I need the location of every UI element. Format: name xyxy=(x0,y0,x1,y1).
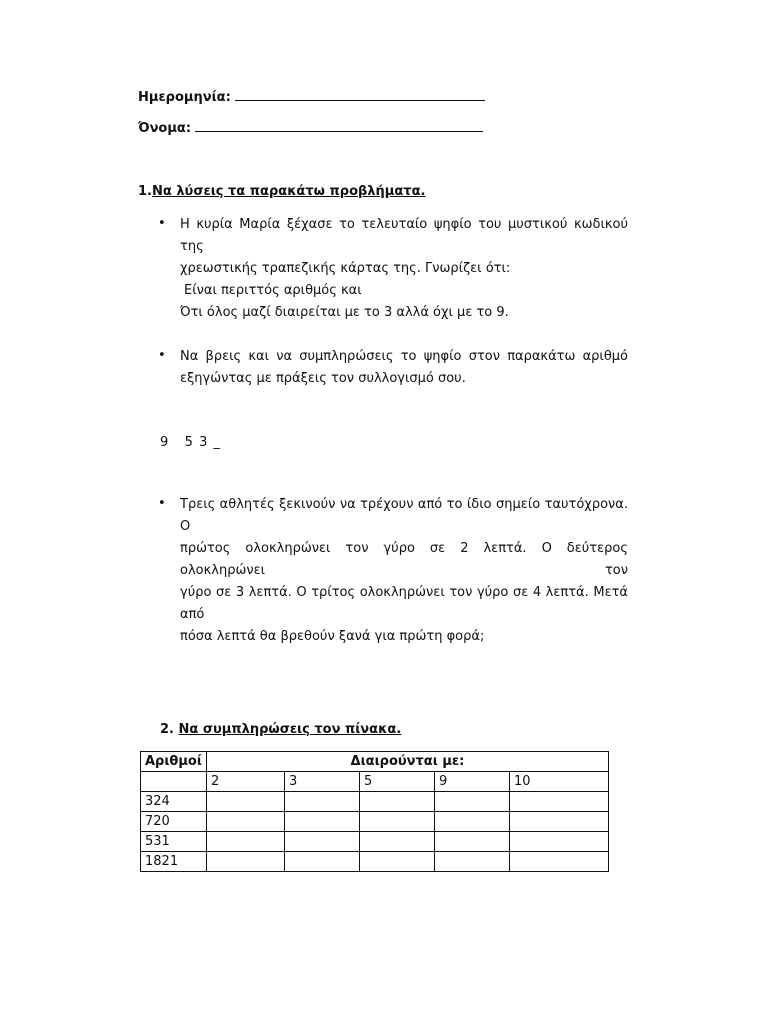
answer-cell[interactable] xyxy=(359,812,434,832)
divisibility-table xyxy=(140,751,609,872)
divisible-by-header: Διαιρούνται με: xyxy=(206,752,608,772)
table-header-row xyxy=(141,752,609,772)
problem1-text xyxy=(180,214,628,324)
number-cell: 531 xyxy=(141,832,207,852)
bullet-1: • xyxy=(158,216,166,231)
section1-number: 1. xyxy=(138,184,152,199)
numbers-column-header: Αριθμοί xyxy=(141,752,207,772)
divisor-cell: 10 xyxy=(509,772,608,792)
section1-heading xyxy=(138,184,425,199)
problem1-line3: Είναι περιττός αριθμός και xyxy=(184,283,362,298)
number-cell: 720 xyxy=(141,812,207,832)
answer-cell[interactable] xyxy=(206,832,284,852)
answer-cell[interactable] xyxy=(284,812,359,832)
problem3-line1: Τρεις αθλητές ξεκινούν να τρέχουν από το ίδιο σημείο ταυτόχρονα. Ο xyxy=(180,497,628,534)
answer-cell[interactable] xyxy=(359,852,434,872)
problem3-line2: πρώτος ολοκληρώνει τον γύρο σε 2 λεπτά. Ο δεύτερος ολοκληρώνει τον xyxy=(180,541,628,578)
number-digits: 9 5 3 _ xyxy=(160,435,221,450)
problem3-line4: πόσα λεπτά θα βρεθούν ξανά για πρώτη φορά; xyxy=(180,629,485,644)
problem1-line4: Ότι όλος μαζί διαιρείται με το 3 αλλά όχι με το 9. xyxy=(180,305,509,320)
answer-cell[interactable] xyxy=(434,792,509,812)
problem3-text xyxy=(180,494,628,648)
answer-cell[interactable] xyxy=(284,852,359,872)
problem3-line3: γύρο σε 3 λεπτά. Ο τρίτος ολοκληρώνει τον γύρο σε 4 λεπτά. Μετά από xyxy=(180,585,628,622)
problem1-line2: χρεωστικής τραπεζικής κάρτας της. Γνωρίζει ότι: xyxy=(180,261,511,276)
answer-cell[interactable] xyxy=(284,832,359,852)
divisor-cell: 9 xyxy=(434,772,509,792)
number-cell: 1821 xyxy=(141,852,207,872)
answer-cell[interactable] xyxy=(509,832,608,852)
name-label: Όνομα: xyxy=(138,121,192,136)
section2-number: 2. xyxy=(160,722,174,737)
divisor-cell: 2 xyxy=(206,772,284,792)
divisor-row xyxy=(141,772,609,792)
empty-cell xyxy=(141,772,207,792)
problem2-line2: εξηγώντας με πράξεις τον συλλογισμό σου. xyxy=(180,371,466,386)
section2-title: Να συμπληρώσεις τον πίνακα. xyxy=(178,722,402,737)
date-blank-line[interactable] xyxy=(235,100,485,101)
name-blank-line[interactable] xyxy=(195,131,483,132)
problem2-text xyxy=(180,346,628,390)
answer-cell[interactable] xyxy=(206,812,284,832)
number-cell: 324 xyxy=(141,792,207,812)
section1-title: Να λύσεις τα παρακάτω προβλήματα. xyxy=(151,184,426,199)
answer-cell[interactable] xyxy=(206,792,284,812)
table-row xyxy=(141,792,609,812)
divisor-cell: 3 xyxy=(284,772,359,792)
problem1-line1: Η κυρία Μαρία ξέχασε το τελευταίο ψηφίο του μυστικού κωδικού της xyxy=(180,217,628,254)
bullet-3: • xyxy=(158,496,166,511)
answer-cell[interactable] xyxy=(284,792,359,812)
table-row xyxy=(141,852,609,872)
answer-cell[interactable] xyxy=(509,792,608,812)
answer-cell[interactable] xyxy=(206,852,284,872)
answer-cell[interactable] xyxy=(359,792,434,812)
table-row xyxy=(141,832,609,852)
problem2-line1: Να βρεις και να συμπληρώσεις το ψηφίο στον παρακάτω αριθμό xyxy=(180,349,628,364)
answer-cell[interactable] xyxy=(509,852,608,872)
answer-cell[interactable] xyxy=(434,812,509,832)
date-label: Ημερομηνία: xyxy=(138,90,231,105)
answer-cell[interactable] xyxy=(434,852,509,872)
table-row xyxy=(141,812,609,832)
divisor-cell: 5 xyxy=(359,772,434,792)
answer-cell[interactable] xyxy=(434,832,509,852)
answer-cell[interactable] xyxy=(509,812,608,832)
name-field xyxy=(138,121,483,136)
date-field xyxy=(138,90,485,105)
answer-cell[interactable] xyxy=(359,832,434,852)
section2-heading xyxy=(160,722,401,737)
bullet-2: • xyxy=(158,348,166,363)
